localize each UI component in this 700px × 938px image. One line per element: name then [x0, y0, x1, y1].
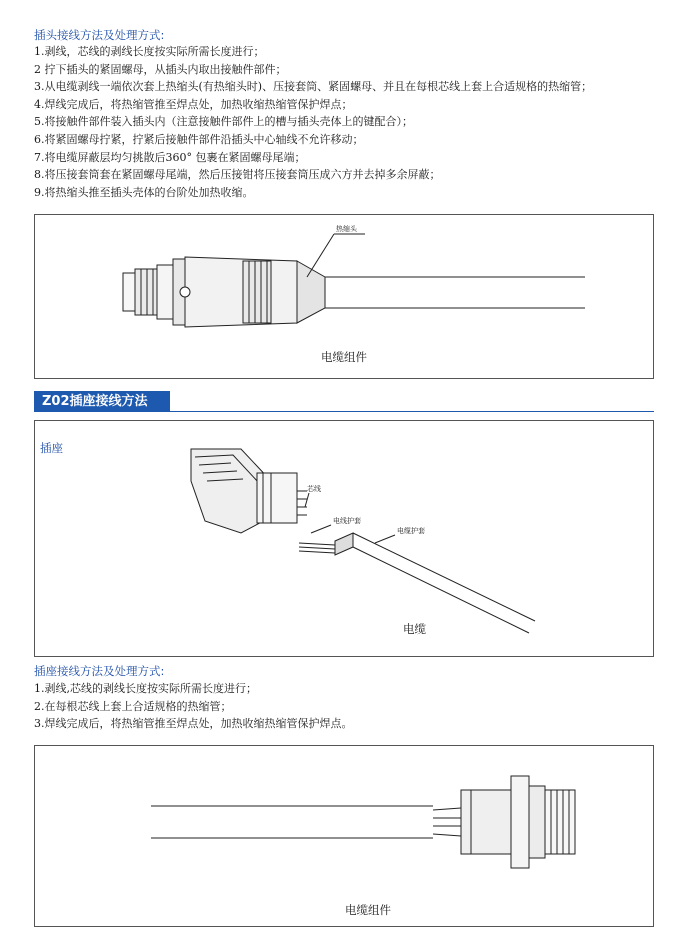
- banner-underline: [170, 411, 654, 412]
- plug-step-2: 2 拧下插头的紧固螺母，从插头内取出接触件部件；: [34, 62, 287, 76]
- socket-label: 插座: [40, 441, 63, 455]
- plug-step-5: 5.将接触件部件装入插头内（注意接触件部件上的槽与插头壳体上的键配合）；: [34, 115, 413, 129]
- cable-sheath-callout: 电缆护套: [397, 527, 425, 535]
- plug-assembly-figure: [34, 214, 654, 379]
- plug-steps-list: [34, 43, 592, 201]
- plug-step-3: 3.从电缆剥线一端依次套上热缩头(有热缩头时)、压接套筒、紧固螺母、并且在每根芯线上套上合适规格的热缩管；: [34, 80, 593, 94]
- socket-figure-caption: 电缆: [403, 622, 426, 636]
- core-wire-callout: 芯线: [307, 485, 321, 493]
- heat-shrink-callout: 热缩头: [336, 225, 357, 233]
- plug-step-7: 7.将电缆屏蔽层均匀挑散后360° 包裹在紧固螺母尾端；: [34, 150, 306, 164]
- wire-sheath-callout: 电线护套: [333, 517, 361, 525]
- socket-section-banner: Z02插座接线方法: [34, 391, 170, 412]
- socket-steps-list: [34, 680, 353, 733]
- socket-step-1: 1.剥线,芯线的剥线长度按实际所需长度进行；: [34, 682, 257, 695]
- plug-step-8: 8.将压接套筒套在紧固螺母尾端，然后压接钳将压接套筒压成六方并去掉多余屏蔽；: [34, 168, 441, 182]
- socket-step-2: 2.在每根芯线上套上合适规格的热缩管；: [34, 699, 232, 713]
- plug-section-heading: 插头接线方法及处理方式:: [34, 28, 165, 42]
- plug-step-6: 6.将紧固螺母拧紧，拧紧后接触件部件沿插头中心轴线不允许移动；: [34, 132, 364, 146]
- socket-assembly-drawing: [35, 746, 653, 926]
- socket-section-heading: 插座接线方法及处理方式:: [34, 664, 165, 678]
- socket-figure: [34, 420, 654, 657]
- plug-step-1: 1.剥线，芯线的剥线长度按实际所需长度进行；: [34, 45, 265, 58]
- socket-drawing: [35, 421, 653, 656]
- socket-assembly-caption: 电缆组件: [345, 903, 391, 917]
- socket-assembly-figure: [34, 745, 654, 927]
- plug-step-9: 9.将热缩头推至插头壳体的台阶处加热收缩。: [34, 185, 254, 199]
- plug-figure-caption: 电缆组件: [321, 350, 367, 364]
- plug-step-4: 4.焊线完成后，将热缩管推至焊点处，加热收缩热缩管保护焊点；: [34, 97, 353, 111]
- socket-step-3: 3.焊线完成后，将热缩管推至焊点处，加热收缩热缩管保护焊点。: [34, 717, 353, 731]
